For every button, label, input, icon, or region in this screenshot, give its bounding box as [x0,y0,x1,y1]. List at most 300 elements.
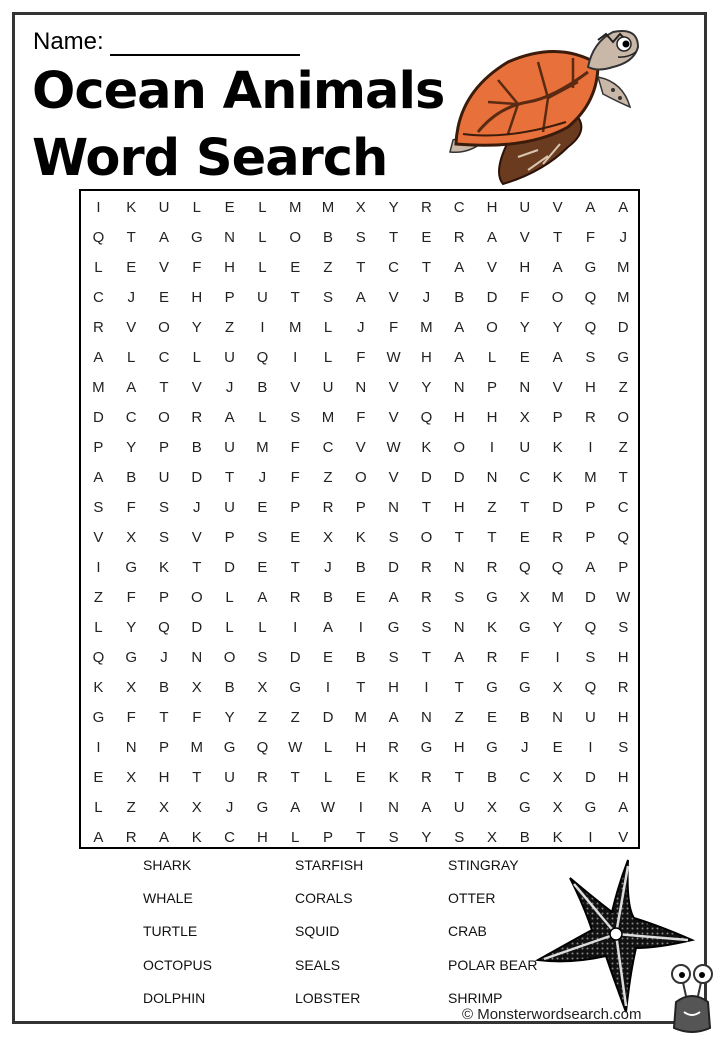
grid-letter[interactable]: J [521,739,529,756]
grid-letter[interactable]: L [258,229,267,246]
grid-letter[interactable]: K [552,439,563,456]
grid-letter[interactable]: U [158,199,170,216]
grid-letter[interactable]: T [290,769,300,786]
grid-letter[interactable]: X [519,409,530,426]
grid-letter[interactable]: Y [552,319,563,336]
grid-letter[interactable]: E [552,739,563,756]
grid-letter[interactable]: T [159,379,169,396]
grid-letter[interactable]: F [356,349,366,366]
grid-letter[interactable]: Y [224,709,235,726]
grid-letter[interactable]: Q [584,319,597,336]
grid-letter[interactable]: B [322,589,333,606]
grid-letter[interactable]: K [552,829,563,846]
grid-letter[interactable]: H [453,499,465,516]
grid-letter[interactable]: Y [126,439,137,456]
grid-letter[interactable]: R [420,559,432,576]
grid-letter[interactable]: O [158,319,170,336]
grid-letter[interactable]: Z [323,259,333,276]
grid-letter[interactable]: T [454,769,464,786]
grid-letter[interactable]: S [355,229,366,246]
grid-letter[interactable]: A [486,229,497,246]
grid-letter[interactable]: V [552,199,563,216]
grid-letter[interactable]: H [584,379,596,396]
grid-letter[interactable]: A [388,709,399,726]
grid-letter[interactable]: H [617,709,629,726]
grid-letter[interactable]: A [454,349,465,366]
grid-letter[interactable]: F [126,499,136,516]
grid-letter[interactable]: N [420,709,432,726]
grid-letter[interactable]: B [224,679,235,696]
grid-letter[interactable]: Q [256,739,269,756]
grid-letter[interactable]: S [585,349,596,366]
grid-letter[interactable]: P [93,439,104,456]
grid-letter[interactable]: X [552,769,563,786]
grid-letter[interactable]: D [322,709,334,726]
grid-letter[interactable]: E [126,259,137,276]
grid-letter[interactable]: L [323,319,333,336]
grid-letter[interactable]: I [588,739,593,756]
grid-letter[interactable]: U [224,439,235,456]
grid-letter[interactable]: M [321,409,335,426]
grid-letter[interactable]: P [158,739,169,756]
grid-letter[interactable]: I [555,649,560,666]
grid-letter[interactable]: E [257,559,268,576]
grid-letter[interactable]: S [388,529,399,546]
grid-letter[interactable]: E [355,769,366,786]
grid-letter[interactable]: V [388,409,399,426]
grid-letter[interactable]: I [358,799,363,816]
grid-letter[interactable]: D [453,469,465,486]
grid-letter[interactable]: L [258,259,267,276]
grid-letter[interactable]: F [290,439,300,456]
grid-letter[interactable]: B [322,229,333,246]
grid-letter[interactable]: F [356,409,366,426]
grid-letter[interactable]: V [388,469,399,486]
grid-letter[interactable]: I [96,199,101,216]
grid-letter[interactable]: Z [93,589,103,606]
grid-letter[interactable]: O [158,409,170,426]
grid-letter[interactable]: J [127,289,135,306]
grid-letter[interactable]: R [617,679,629,696]
grid-letter[interactable]: T [421,649,431,666]
grid-letter[interactable]: Q [158,619,170,636]
grid-letter[interactable]: E [290,259,301,276]
grid-letter[interactable]: F [192,259,202,276]
grid-letter[interactable]: K [486,619,497,636]
grid-letter[interactable]: S [93,499,104,516]
grid-letter[interactable]: K [421,439,432,456]
grid-letter[interactable]: G [289,679,302,696]
grid-letter[interactable]: W [386,439,401,456]
grid-letter[interactable]: B [191,439,202,456]
grid-letter[interactable]: D [224,559,235,576]
grid-letter[interactable]: G [420,739,433,756]
grid-letter[interactable]: B [519,829,530,846]
grid-letter[interactable]: U [519,199,531,216]
grid-letter[interactable]: F [585,229,595,246]
grid-letter[interactable]: P [224,289,235,306]
grid-letter[interactable]: Z [290,709,300,726]
grid-letter[interactable]: N [388,799,399,816]
grid-letter[interactable]: Q [584,289,597,306]
grid-letter[interactable]: B [454,289,465,306]
grid-letter[interactable]: U [224,499,235,516]
grid-letter[interactable]: A [454,319,465,336]
grid-letter[interactable]: T [421,499,431,516]
grid-letter[interactable]: M [354,709,368,726]
grid-letter[interactable]: I [293,619,298,636]
grid-letter[interactable]: R [322,499,334,516]
grid-letter[interactable]: V [618,829,629,846]
grid-letter[interactable]: T [618,469,628,486]
grid-letter[interactable]: L [94,259,103,276]
grid-letter[interactable]: G [256,799,269,816]
grid-letter[interactable]: V [552,379,563,396]
grid-letter[interactable]: A [618,799,629,816]
grid-letter[interactable]: A [585,559,596,576]
grid-letter[interactable]: I [489,439,495,456]
grid-letter[interactable]: S [257,649,268,666]
grid-letter[interactable]: G [584,799,597,816]
grid-letter[interactable]: B [519,709,530,726]
grid-letter[interactable]: H [617,649,629,666]
grid-letter[interactable]: D [584,589,596,606]
grid-letter[interactable]: G [486,739,498,756]
grid-letter[interactable]: M [616,259,630,276]
grid-letter[interactable]: S [585,649,596,666]
grid-letter[interactable]: S [421,619,432,636]
grid-letter[interactable]: K [388,769,399,786]
grid-letter[interactable]: F [126,589,136,606]
grid-letter[interactable]: X [126,529,137,546]
grid-letter[interactable]: R [420,769,432,786]
grid-letter[interactable]: A [355,289,366,306]
grid-letter[interactable]: P [585,529,596,546]
grid-letter[interactable]: C [322,439,334,456]
grid-letter[interactable]: L [94,619,103,636]
grid-letter[interactable]: L [323,769,333,786]
grid-letter[interactable]: V [388,379,399,396]
grid-letter[interactable]: X [552,799,563,816]
grid-letter[interactable]: F [126,709,136,726]
grid-letter[interactable]: R [584,409,596,426]
grid-letter[interactable]: O [420,529,433,546]
grid-letter[interactable]: I [588,439,593,456]
grid-letter[interactable]: E [158,289,169,306]
grid-letter[interactable]: E [290,529,301,546]
grid-letter[interactable]: Y [388,199,399,216]
grid-letter[interactable]: T [520,499,530,516]
grid-letter[interactable]: R [453,229,465,246]
grid-letter[interactable]: K [158,559,169,576]
grid-letter[interactable]: L [291,829,300,846]
grid-letter[interactable]: T [126,229,136,246]
grid-letter[interactable]: I [96,559,101,576]
grid-letter[interactable]: R [191,409,203,426]
grid-letter[interactable]: C [617,499,629,516]
grid-letter[interactable]: G [92,709,105,726]
grid-letter[interactable]: E [421,229,432,246]
grid-letter[interactable]: P [486,379,497,396]
grid-letter[interactable]: S [158,529,169,546]
grid-letter[interactable]: D [289,649,301,666]
grid-letter[interactable]: X [355,199,366,216]
grid-letter[interactable]: U [453,799,465,816]
grid-letter[interactable]: V [126,319,137,336]
grid-letter[interactable]: D [552,499,563,516]
grid-letter[interactable]: M [420,319,433,336]
grid-letter[interactable]: S [257,529,268,546]
grid-letter[interactable]: E [486,709,497,726]
grid-letter[interactable]: D [191,469,203,486]
grid-letter[interactable]: G [486,679,498,696]
grid-letter[interactable]: C [388,259,399,276]
grid-letter[interactable]: X [158,799,169,816]
grid-letter[interactable]: T [356,679,366,696]
grid-letter[interactable]: M [584,469,597,486]
grid-letter[interactable]: F [389,319,399,336]
grid-letter[interactable]: D [486,289,498,306]
grid-letter[interactable]: T [487,529,497,546]
grid-letter[interactable]: R [388,739,399,756]
grid-letter[interactable]: U [224,349,235,366]
grid-letter[interactable]: T [290,559,300,576]
grid-letter[interactable]: H [617,769,629,786]
grid-letter[interactable]: U [519,439,531,456]
grid-letter[interactable]: C [224,829,235,846]
grid-letter[interactable]: V [93,529,104,546]
grid-letter[interactable]: P [552,409,563,426]
grid-letter[interactable]: F [520,649,530,666]
grid-letter[interactable]: I [424,679,429,696]
grid-letter[interactable]: T [290,289,300,306]
grid-letter[interactable]: P [618,559,629,576]
grid-letter[interactable]: N [125,739,137,756]
grid-letter[interactable]: X [126,679,137,696]
grid-letter[interactable]: E [224,199,235,216]
grid-letter[interactable]: N [453,379,465,396]
grid-letter[interactable]: K [191,829,202,846]
grid-letter[interactable]: N [486,469,498,486]
grid-letter[interactable]: T [192,559,202,576]
grid-letter[interactable]: D [92,409,104,426]
grid-letter[interactable]: A [421,799,432,816]
grid-letter[interactable]: X [486,829,497,846]
grid-letter[interactable]: C [453,199,465,216]
grid-letter[interactable]: J [193,499,201,516]
grid-letter[interactable]: P [158,439,169,456]
grid-letter[interactable]: T [356,829,366,846]
grid-letter[interactable]: Y [421,829,432,846]
grid-letter[interactable]: N [191,649,203,666]
grid-letter[interactable]: C [92,289,104,306]
grid-letter[interactable]: D [191,619,203,636]
grid-letter[interactable]: H [486,199,498,216]
grid-letter[interactable]: Z [225,319,235,336]
grid-letter[interactable]: G [190,229,203,246]
grid-letter[interactable]: O [486,319,498,336]
grid-letter[interactable]: K [93,679,104,696]
grid-letter[interactable]: F [290,469,300,486]
grid-letter[interactable]: R [486,559,498,576]
grid-letter[interactable]: B [158,679,169,696]
grid-letter[interactable]: H [486,409,498,426]
copyright-credit[interactable]: © Monsterwordsearch.com [462,1006,642,1023]
grid-letter[interactable]: J [258,469,267,486]
grid-letter[interactable]: A [552,349,563,366]
grid-letter[interactable]: L [258,409,267,426]
grid-letter[interactable]: S [618,619,629,636]
grid-letter[interactable]: G [387,619,400,636]
grid-letter[interactable]: S [454,829,465,846]
grid-letter[interactable]: Q [420,409,433,426]
grid-letter[interactable]: S [454,589,465,606]
grid-letter[interactable]: X [322,529,333,546]
grid-letter[interactable]: L [225,589,234,606]
grid-letter[interactable]: Y [519,319,530,336]
grid-letter[interactable]: X [126,769,137,786]
grid-letter[interactable]: L [258,619,267,636]
grid-letter[interactable]: B [126,469,137,486]
grid-letter[interactable]: H [191,289,203,306]
grid-letter[interactable]: L [323,739,333,756]
grid-letter[interactable]: F [192,709,202,726]
grid-letter[interactable]: Y [191,319,202,336]
grid-letter[interactable]: B [355,649,366,666]
grid-letter[interactable]: J [160,649,168,666]
grid-letter[interactable]: J [225,379,234,396]
grid-letter[interactable]: N [552,709,563,726]
grid-letter[interactable]: V [519,229,530,246]
grid-letter[interactable]: W [386,349,401,366]
grid-letter[interactable]: V [158,259,169,276]
grid-letter[interactable]: J [324,559,332,576]
grid-letter[interactable]: B [355,559,366,576]
grid-letter[interactable]: D [584,769,596,786]
grid-letter[interactable]: P [290,499,301,516]
grid-letter[interactable]: N [355,379,367,396]
grid-letter[interactable]: E [257,499,268,516]
grid-letter[interactable]: R [289,589,301,606]
grid-letter[interactable]: G [518,679,531,696]
grid-letter[interactable]: R [420,589,432,606]
grid-letter[interactable]: Z [618,439,628,456]
grid-letter[interactable]: E [93,769,104,786]
grid-letter[interactable]: S [290,409,301,426]
grid-letter[interactable]: A [158,829,169,846]
grid-letter[interactable]: R [125,829,137,846]
grid-letter[interactable]: S [388,649,399,666]
grid-letter[interactable]: D [388,559,399,576]
grid-letter[interactable]: R [552,529,563,546]
grid-letter[interactable]: S [388,829,399,846]
grid-letter[interactable]: E [519,529,530,546]
grid-letter[interactable]: Y [421,379,432,396]
grid-letter[interactable]: M [256,439,269,456]
grid-letter[interactable]: H [158,769,170,786]
grid-letter[interactable]: I [358,619,363,636]
grid-letter[interactable]: Y [552,619,563,636]
grid-letter[interactable]: D [617,319,629,336]
grid-letter[interactable]: A [93,829,104,846]
grid-letter[interactable]: N [224,229,235,246]
grid-letter[interactable]: J [619,229,627,246]
grid-letter[interactable]: Q [92,229,105,246]
grid-letter[interactable]: X [191,799,202,816]
grid-letter[interactable]: P [355,499,366,516]
grid-letter[interactable]: A [388,589,399,606]
grid-letter[interactable]: A [454,259,465,276]
grid-letter[interactable]: T [389,229,399,246]
grid-letter[interactable]: N [453,619,465,636]
grid-letter[interactable]: U [584,709,596,726]
grid-letter[interactable]: Z [454,709,464,726]
grid-letter[interactable]: T [192,769,202,786]
grid-letter[interactable]: M [551,589,564,606]
grid-letter[interactable]: V [191,529,202,546]
grid-letter[interactable]: C [519,769,531,786]
grid-letter[interactable]: J [357,319,365,336]
grid-letter[interactable]: S [322,289,333,306]
grid-letter[interactable]: G [617,349,630,366]
grid-letter[interactable]: R [256,769,268,786]
grid-letter[interactable]: S [158,499,169,516]
grid-letter[interactable]: Q [584,619,597,636]
grid-letter[interactable]: H [453,739,465,756]
grid-letter[interactable]: Q [584,679,597,696]
grid-letter[interactable]: L [323,349,333,366]
grid-letter[interactable]: O [617,409,630,426]
grid-letter[interactable]: T [421,259,431,276]
grid-letter[interactable]: I [260,319,265,336]
grid-letter[interactable]: A [93,469,104,486]
grid-letter[interactable]: L [225,619,234,636]
grid-letter[interactable]: B [486,769,497,786]
grid-letter[interactable]: H [256,829,268,846]
grid-letter[interactable]: U [256,289,268,306]
grid-letter[interactable]: P [224,529,235,546]
grid-letter[interactable]: H [388,679,399,696]
grid-letter[interactable]: X [257,679,268,696]
grid-letter[interactable]: Z [257,709,267,726]
grid-letter[interactable]: X [191,679,202,696]
grid-letter[interactable]: M [288,319,302,336]
grid-letter[interactable]: J [225,799,234,816]
grid-letter[interactable]: A [93,349,104,366]
grid-letter[interactable]: P [322,829,333,846]
grid-letter[interactable]: H [519,259,531,276]
grid-letter[interactable]: H [224,259,235,276]
grid-letter[interactable]: G [223,739,236,756]
grid-letter[interactable]: J [422,289,431,306]
grid-letter[interactable]: G [518,619,531,636]
grid-letter[interactable]: L [127,349,136,366]
grid-letter[interactable]: M [92,379,105,396]
grid-letter[interactable]: W [616,589,631,606]
grid-letter[interactable]: V [355,439,366,456]
grid-letter[interactable]: N [453,559,465,576]
grid-letter[interactable]: O [289,229,302,246]
grid-letter[interactable]: Z [323,469,333,486]
grid-letter[interactable]: Q [617,529,630,546]
grid-letter[interactable]: G [518,799,531,816]
grid-letter[interactable]: E [355,589,366,606]
grid-letter[interactable]: K [126,199,137,216]
grid-letter[interactable]: O [190,589,203,606]
grid-letter[interactable]: Z [618,379,628,396]
grid-letter[interactable]: C [125,409,137,426]
grid-letter[interactable]: R [486,649,498,666]
